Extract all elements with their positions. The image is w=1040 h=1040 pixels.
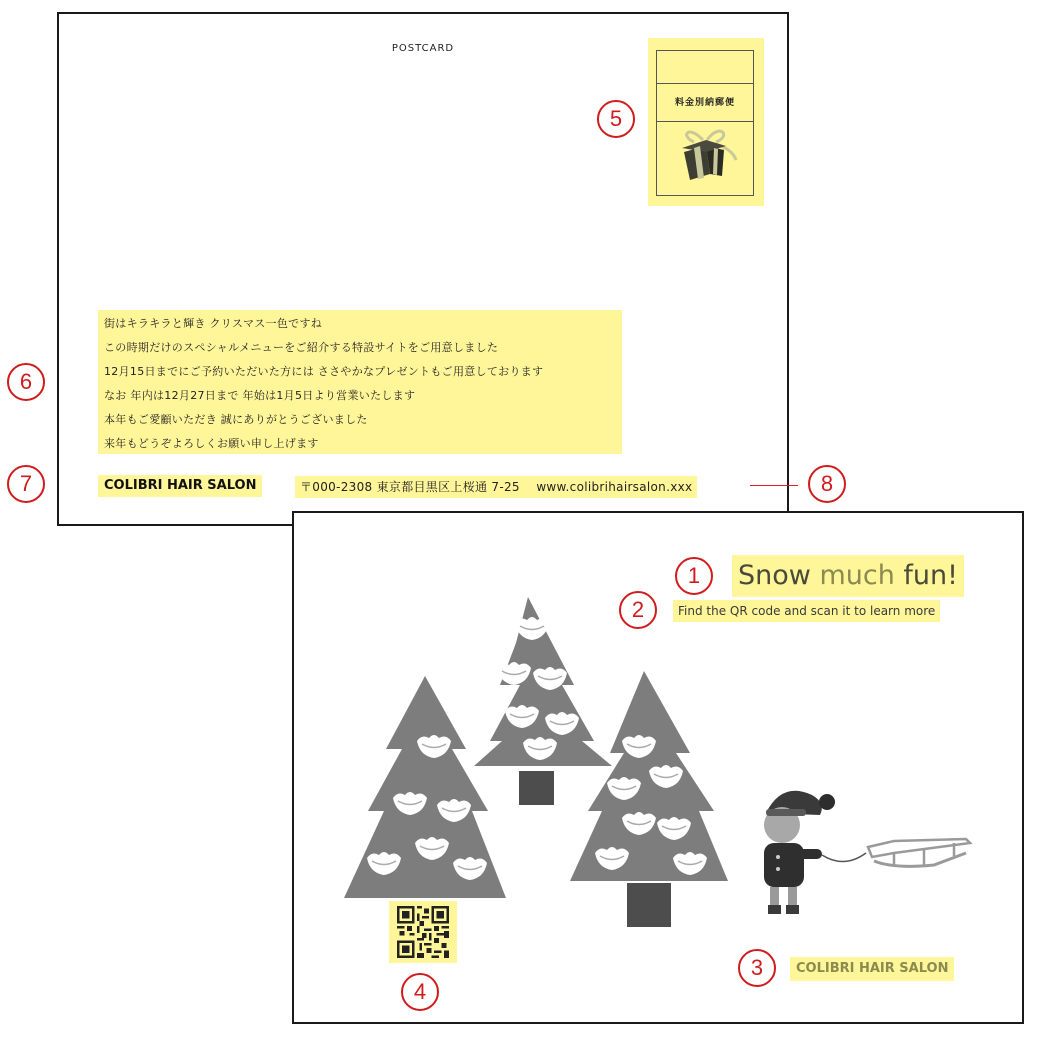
message-block: [98, 310, 622, 454]
marker-1: 1: [675, 557, 713, 595]
marker-7: 7: [7, 465, 45, 503]
marker-8-leader-line: [750, 485, 798, 486]
marker-4: 4: [401, 973, 439, 1011]
qr-code-icon: [397, 906, 449, 958]
postcard-front: [292, 511, 1024, 1024]
website-url: www.colibrihairsalon.xxx: [536, 480, 693, 494]
salon-name-back: COLIBRI HAIR SALON: [98, 475, 262, 497]
qr-code: [389, 901, 457, 963]
marker-2: 2: [619, 591, 657, 629]
marker-5: 5: [597, 100, 635, 138]
headline-word: much: [819, 560, 904, 591]
gift-box-icon: [670, 122, 740, 186]
message-line: 来年もどうぞよろしくお願い申し上げます: [104, 437, 319, 450]
message-line: 12月15日までにご予約いただいた方には ささやかなプレゼントもご用意しております: [104, 365, 544, 378]
stamp-text: 料金別納郵便: [674, 98, 735, 108]
message-line: 本年もご愛顧いただき 誠にありがとうございました: [104, 413, 368, 426]
subheadline: Find the QR code and scan it to learn more: [673, 600, 940, 622]
marker-8: 8: [808, 465, 846, 503]
postage-stamp-area: [648, 38, 764, 206]
child-with-sled-icon: [764, 791, 970, 914]
marker-3: 3: [738, 949, 776, 987]
salon-name-front: COLIBRI HAIR SALON: [790, 957, 954, 981]
christmas-tree-icon: [344, 676, 506, 898]
postcard-label: POSTCARD: [391, 43, 455, 54]
headline-word: Snow: [738, 560, 820, 591]
address-line: [295, 476, 697, 498]
headline-word: fun!: [903, 560, 958, 591]
postcard-back: [57, 12, 789, 526]
message-line: 街はキラキラと輝き クリスマス一色ですね: [104, 317, 323, 330]
message-line: この時期だけのスペシャルメニューをご紹介する特設サイトをご用意しました: [104, 341, 499, 354]
christmas-tree-icon: [570, 671, 728, 927]
marker-6: 6: [7, 363, 45, 401]
christmas-tree-icon: [474, 597, 612, 805]
message-line: なお 年内は12月27日まで 年始は1月5日より営業いたします: [104, 389, 416, 402]
stamp-divider: [657, 83, 753, 84]
address: 〒000-2308 東京都目黒区上桜通 7-25: [300, 480, 520, 494]
